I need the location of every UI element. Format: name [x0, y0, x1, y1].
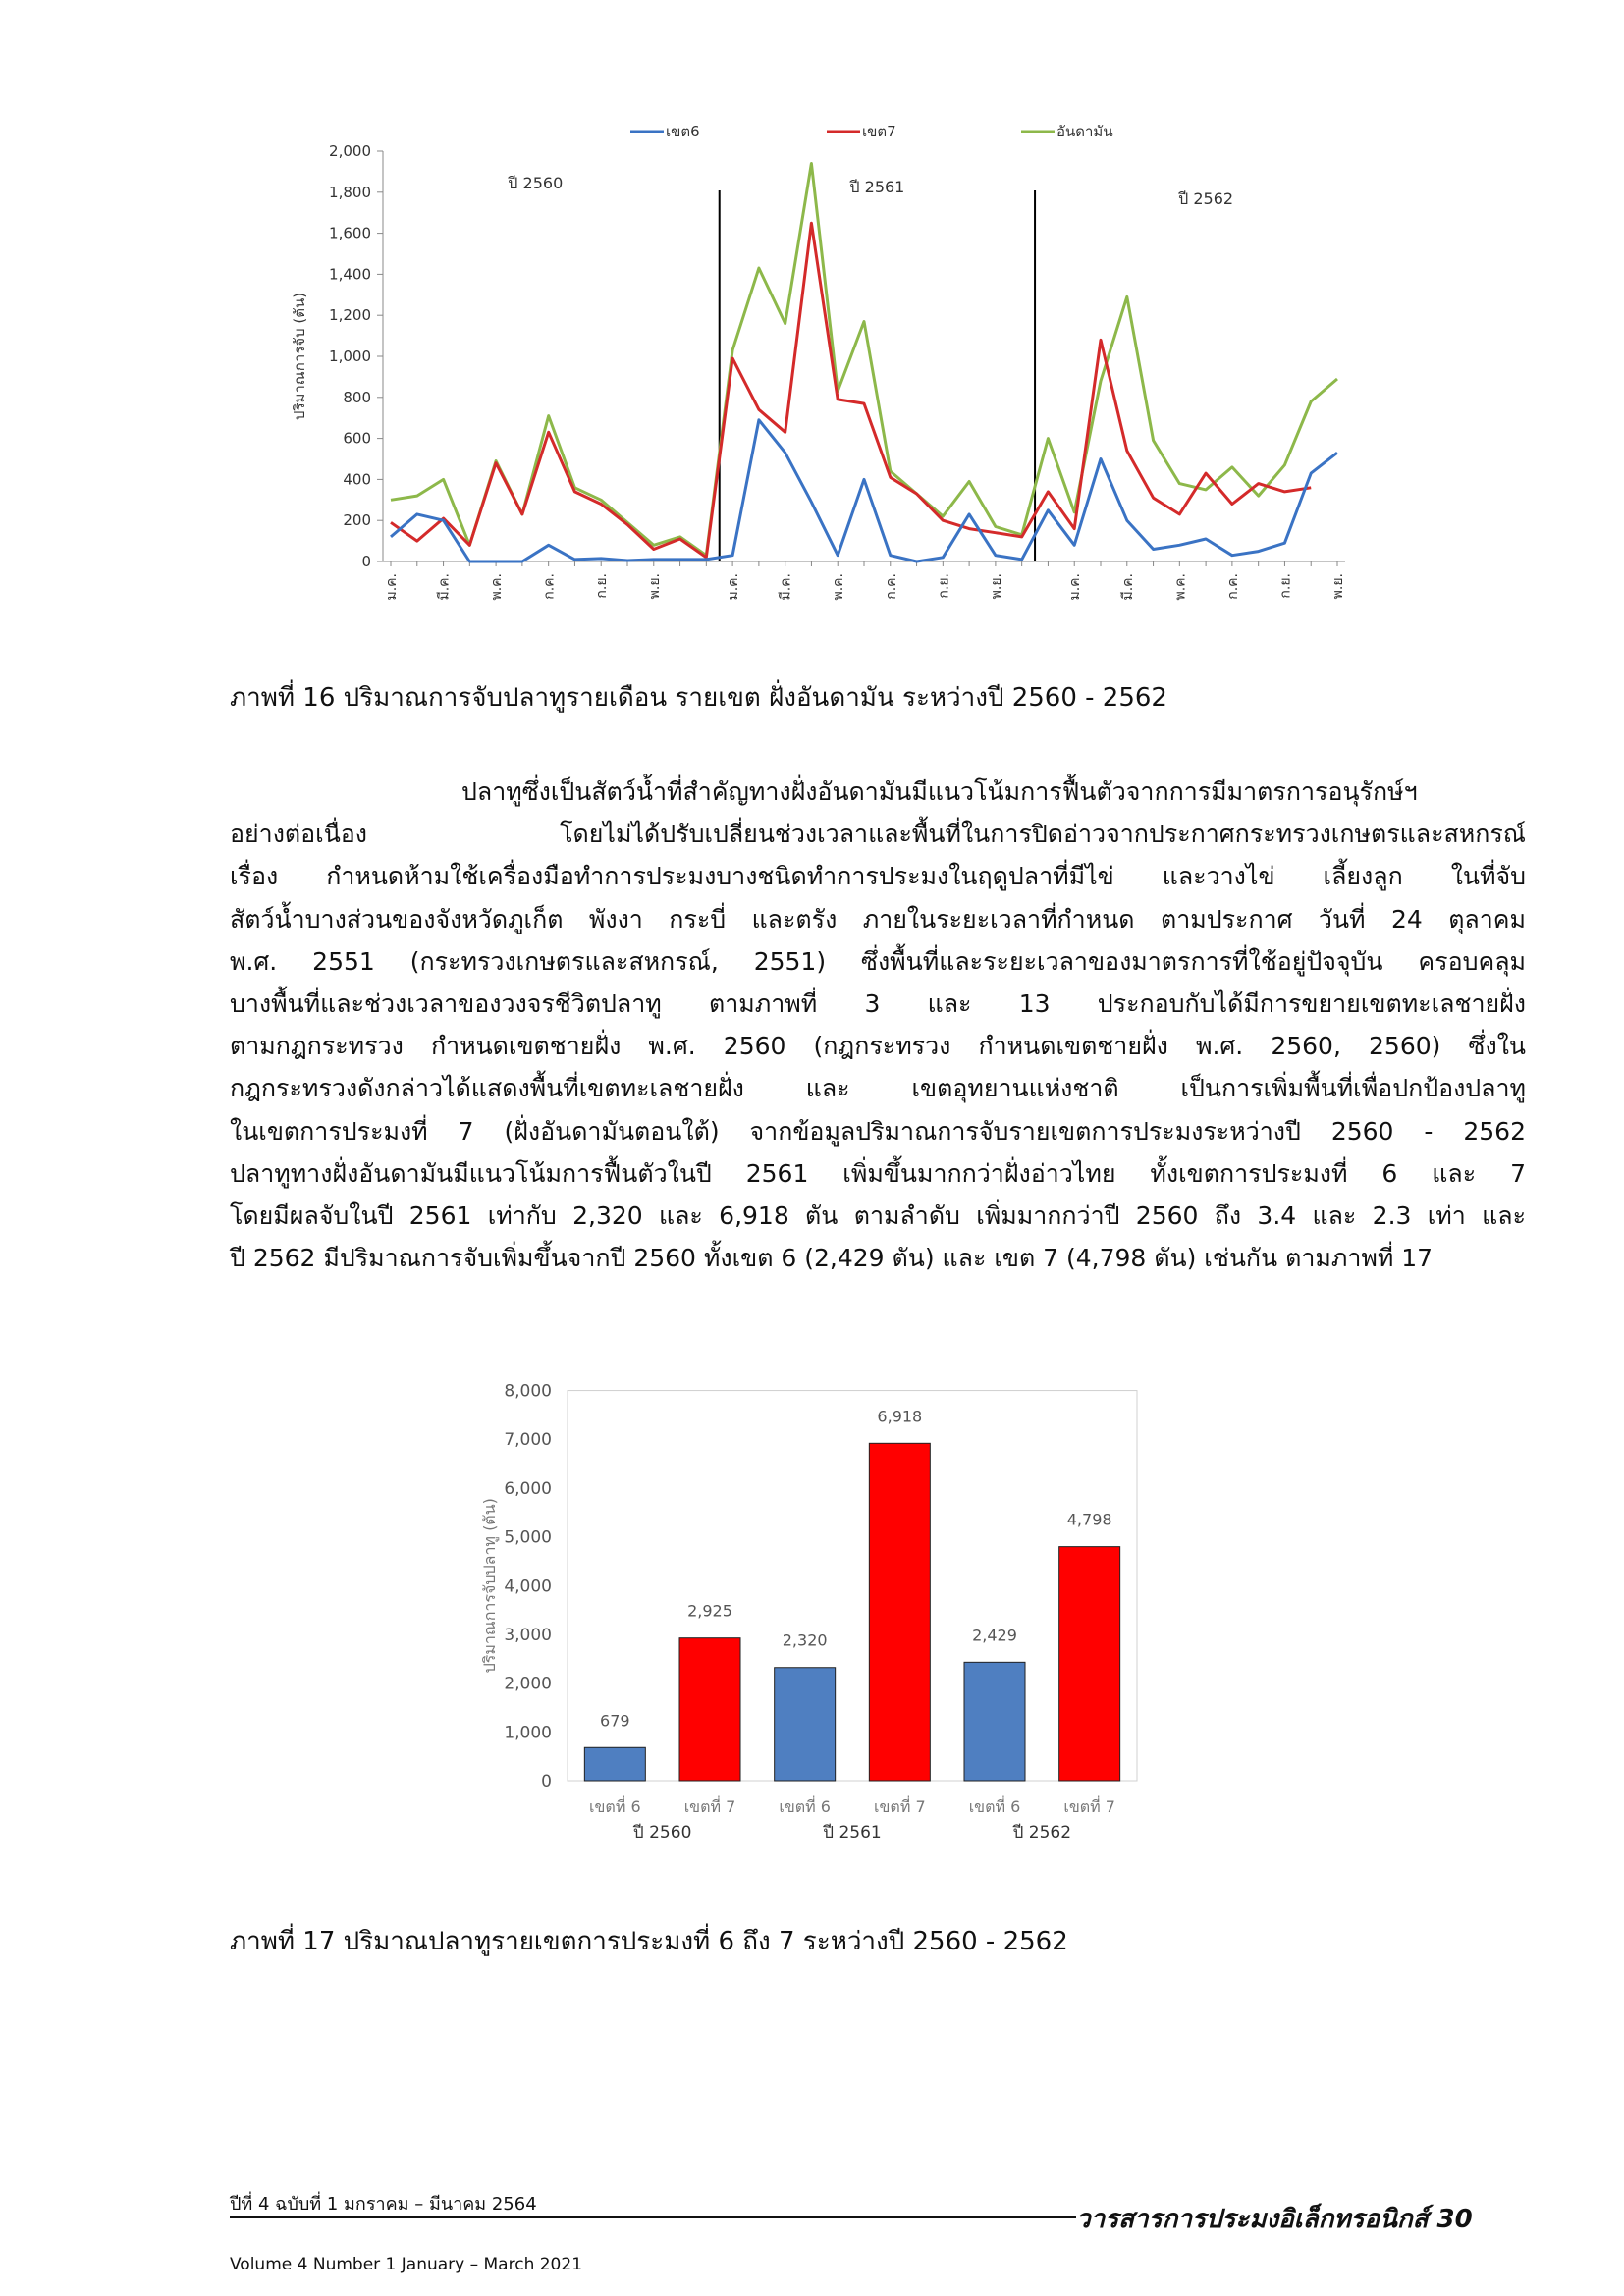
x-tick-label: ก.ย.: [1277, 573, 1294, 599]
paragraph-line: กฎกระทรวงดังกล่าวได้แสดงพื้นที่เขตทะเลชายฝั่ง และ เขตอุทยานแห่งชาติ เป็นการเพิ่มพื้นที่เพื่อปกป้องปลาทู: [230, 1074, 1526, 1103]
x-tick-label: พ.ค.: [1172, 573, 1189, 601]
y-tick-label: 5,000: [504, 1527, 552, 1548]
paragraph-line: สัตว์น้ำบางส่วนของจังหวัดภูเก็ต พังงา กระบี่ และตรัง ภายในระยะเวลาที่กำหนด ตามประกาศ วันที่ 24 ตุลาคม: [230, 904, 1526, 934]
x-tick-label: พ.ย.: [988, 573, 1004, 600]
y-tick-label: 3,000: [504, 1625, 552, 1645]
year-label: ปี 2561: [849, 178, 905, 196]
paragraph-line: อย่างต่อเนื่อง โดยไม่ได้ปรับเปลี่ยนช่วงเวลาและพื้นที่ในการปิดอ่าวจากประกาศกระทรวงเกษตรและสหกรณ์: [230, 820, 1526, 849]
legend-label-zone7: เขต7: [862, 123, 896, 140]
series-line-zone7: [391, 223, 1311, 558]
y-tick-label: 2,000: [329, 142, 371, 160]
y-tick-label: 1,000: [329, 347, 371, 365]
y-tick-label: 7,000: [504, 1430, 552, 1451]
bar-value-label: 2,429: [972, 1626, 1017, 1645]
y-tick-label: 6,000: [504, 1478, 552, 1499]
y-tick-label: 0: [541, 1772, 552, 1791]
x-tick-label: มี.ค.: [778, 573, 794, 601]
bar-2: [679, 1638, 740, 1781]
x-category-label: เขตที่ 6: [779, 1797, 831, 1816]
bar-1: [584, 1747, 645, 1781]
footer-issue-english: Volume 4 Number 1 January – March 2021: [230, 2255, 583, 2274]
y-tick-label: 600: [343, 429, 371, 448]
x-category-label: เขตที่ 6: [968, 1797, 1021, 1816]
x-tick-label: ม.ค.: [1067, 573, 1084, 601]
x-tick-label: ก.ย.: [936, 573, 952, 599]
series-line-andaman: [391, 164, 1337, 556]
legend-label-zone6: เขต6: [666, 123, 700, 140]
y-tick-label: 1,000: [504, 1723, 552, 1743]
x-tick-label: ม.ค.: [726, 573, 742, 601]
x-tick-label: พ.ย.: [1330, 573, 1346, 600]
footer-journal-title: วารสารการประมงอิเล็กทรอนิกส์ 30: [1076, 2205, 1473, 2234]
x-tick-label: มี.ค.: [1119, 573, 1136, 601]
bar-6: [1059, 1547, 1120, 1781]
bar-value-label: 2,925: [687, 1601, 732, 1621]
x-group-label: ปี 2560: [632, 1823, 692, 1842]
x-group-label: ปี 2562: [1012, 1823, 1072, 1842]
zone-catch-bar-chart: [469, 1374, 1157, 1865]
footer-issue-thai: ปีที่ 4 ฉบับที่ 1 มกราคม – มีนาคม 2564: [230, 2194, 537, 2215]
bar-value-label: 6,918: [877, 1407, 923, 1426]
bar-5: [964, 1662, 1025, 1781]
figure-16-caption: ภาพที่ 16 ปริมาณการจับปลาทูรายเดือน รายเขต ฝั่งอันดามัน ระหว่างปี 2560 - 2562: [230, 683, 1167, 713]
body-paragraph: [230, 771, 1526, 1279]
paragraph-line: ในเขตการประมงที่ 7 (ฝั่งอันดามันตอนใต้) จากข้อมูลปริมาณการจับรายเขตการประมงระหว่างปี 2560 - 2562: [230, 1116, 1526, 1146]
y-tick-label: 800: [343, 388, 371, 406]
paragraph-line: ปลาทูทางฝั่งอันดามันมีแนวโน้มการฟื้นตัวในปี 2561 เพิ่มขึ้นมากกว่าฝั่งอ่าวไทย ทั้งเขตการประมงที่ 6 และ 7: [230, 1158, 1526, 1188]
y-tick-label: 1,800: [329, 183, 371, 201]
bar-value-label: 4,798: [1066, 1510, 1112, 1529]
y-tick-label: 1,600: [329, 224, 371, 242]
y-tick-label: 400: [343, 470, 371, 489]
paragraph-line: ปี 2562 มีปริมาณการจับเพิ่มขึ้นจากปี 2560 ทั้งเขต 6 (2,429 ตัน) และ เขต 7 (4,798 ตัน) เช่นกัน ตามภาพที่ 17: [230, 1244, 1434, 1273]
bar-3: [775, 1668, 836, 1781]
y-tick-label: 1,200: [329, 306, 371, 325]
x-tick-label: ก.ค.: [883, 573, 899, 600]
bar-value-label: 679: [600, 1711, 630, 1731]
legend-label-andaman: อันดามัน: [1056, 123, 1113, 140]
x-tick-label: พ.ย.: [646, 573, 663, 600]
paragraph-line: พ.ศ. 2551 (กระทรวงเกษตรและสหกรณ์, 2551) ซึ่งพื้นที่และระยะเวลาของมาตรการที่ใช้อยู่ปัจจุบัน ครอบคลุม: [230, 946, 1526, 976]
bar-4: [869, 1443, 930, 1781]
x-category-label: เขตที่ 7: [874, 1797, 926, 1816]
y-tick-label: 2,000: [504, 1674, 552, 1694]
monthly-catch-line-chart: [265, 110, 1365, 640]
y-axis-label: ปริมาณการจับ (ตัน): [291, 292, 308, 421]
y-tick-label: 0: [361, 553, 371, 570]
y-tick-label: 200: [343, 511, 371, 530]
year-label: ปี 2560: [508, 174, 564, 192]
paragraph-line: ปลาทูซึ่งเป็นสัตว์น้ำที่สำคัญทางฝั่งอันดามันมีแนวโน้มการฟื้นตัวจากการมีมาตรการอนุรักษ์ฯ: [461, 777, 1418, 806]
paragraph-line: ตามกฎกระทรวง กำหนดเขตชายฝั่ง พ.ศ. 2560 (กฎกระทรวง กำหนดเขตชายฝั่ง พ.ศ. 2560, 2560) ซึ่งใน: [230, 1032, 1526, 1061]
x-category-label: เขตที่ 7: [683, 1797, 736, 1816]
paragraph-line: บางพื้นที่และช่วงเวลาของวงจรชีวิตปลาทู ตามภาพที่ 3 และ 13 ประกอบกับได้มีการขยายเขตทะเลชายฝั่ง: [230, 989, 1526, 1019]
x-tick-label: ก.ค.: [1224, 573, 1241, 600]
x-tick-label: พ.ค.: [831, 573, 847, 601]
x-group-label: ปี 2561: [823, 1823, 882, 1842]
x-tick-label: ม.ค.: [384, 573, 400, 601]
y-tick-label: 8,000: [504, 1381, 552, 1402]
y-axis-label: ปริมาณการจับปลาทู (ตัน): [480, 1498, 499, 1674]
x-category-label: เขตที่ 7: [1063, 1797, 1115, 1816]
x-tick-label: พ.ค.: [489, 573, 506, 601]
y-tick-label: 1,400: [329, 265, 371, 284]
x-category-label: เขตที่ 6: [589, 1797, 641, 1816]
x-tick-label: ก.ค.: [541, 573, 558, 600]
year-label: ปี 2562: [1178, 189, 1234, 208]
plot-frame: [568, 1391, 1137, 1781]
y-tick-label: 4,000: [504, 1576, 552, 1597]
paragraph-line: โดยมีผลจับในปี 2561 เท่ากับ 2,320 และ 6,918 ตัน ตามลำดับ เพิ่มมากกว่าปี 2560 ถึง 3.4 และ 2.3 เท่า และ: [230, 1201, 1526, 1231]
paragraph-line: เรื่อง กำหนดห้ามใช้เครื่องมือทำการประมงบางชนิดทำการประมงในฤดูปลาที่มีไข่ และวางไข่ เลี้ยงลูก ในที่จับ: [230, 862, 1526, 891]
x-tick-label: ก.ย.: [594, 573, 611, 599]
bar-value-label: 2,320: [782, 1630, 828, 1650]
figure-17-caption: ภาพที่ 17 ปริมาณปลาทูรายเขตการประมงที่ 6 ถึง 7 ระหว่างปี 2560 - 2562: [230, 1927, 1068, 1956]
footer-rule: [230, 2216, 1076, 2218]
x-tick-label: มี.ค.: [436, 573, 453, 601]
